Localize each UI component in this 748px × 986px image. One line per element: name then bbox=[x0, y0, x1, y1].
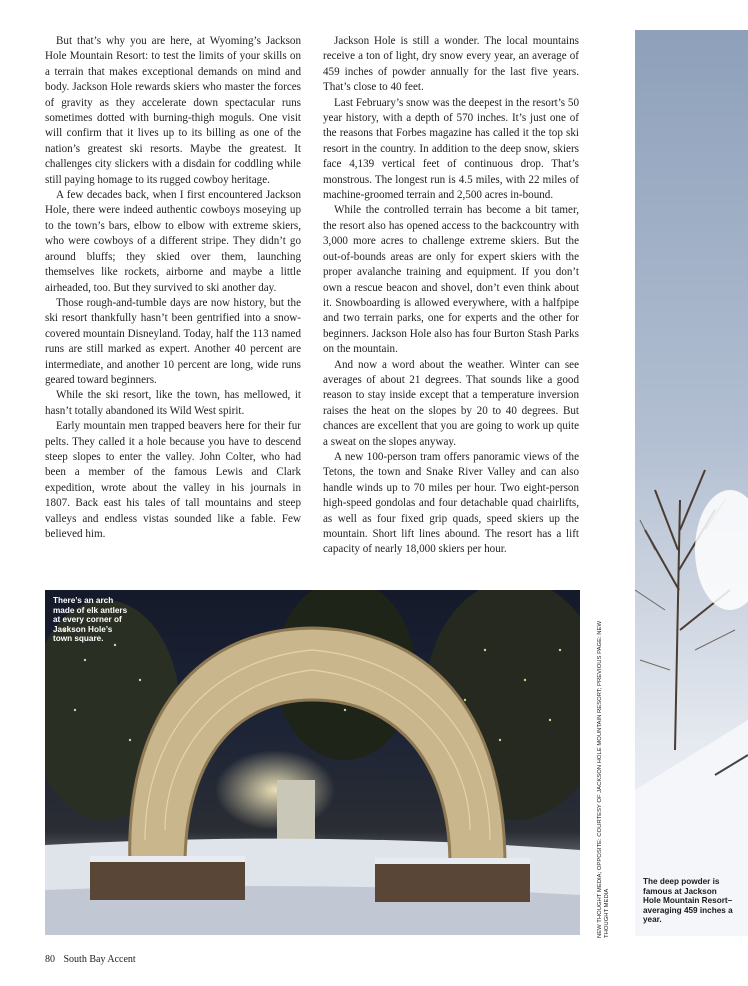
paragraph: Those rough-and-tumble days are now history, but the ski resort thankfully hasn’t been gentrified into a snow-covered mountain Disneyland. Today, half the 113 named runs are still marked as expert. Another 40 percent are intermediate, and another 10 percent are long, wide runs geared toward beginners. bbox=[45, 296, 301, 386]
page-number: 80 bbox=[45, 954, 55, 965]
paragraph: Early mountain men trapped beavers here for their fur pelts. They called it a hole because you have to descend steep slopes to enter the valley. John Colter, who had been a member of the famous Lewis and Clark expedition, wrote about the valley in his journals in 1807. Back east his tales of tall mountains and steep valleys and endless vistas sounded like a fable. Few believed him. bbox=[45, 420, 301, 540]
paragraph: And now a word about the weather. Winter can see averages of about 21 degrees. That sounds like a good reason to stay inside except that a temperature inversion raises the heat on the slopes by 20 to 40 degrees. But chances are excellent that you are going to work up quite a sweat on the slopes anyway. bbox=[323, 358, 579, 448]
arch-photo-caption: There’s an arch made of elk antlers at every corner of Jackson Hole’s town square. bbox=[53, 596, 128, 644]
skier-photo-caption: The deep powder is famous at Jackson Hole Mountain Resort–averaging 459 inches a year. bbox=[643, 877, 733, 925]
paragraph: While the controlled terrain has become a bit tamer, the resort also has opened access to the backcountry with 3,000 more acres to challenge extreme skiers. But the out-of-bounds areas are only for expert skiers with the proper avalanche training and equipment. If you don’t own a rescue beacon and shovel, don’t even think about it. Snowboarding is allowed everywhere, with a halfpipe and two terrain parks, one for experts and the other for beginners. Jackson Hole also has four Burton Stash Parks on the mountain. bbox=[323, 204, 579, 356]
paragraph: While the ski resort, like the town, has mellowed, it hasn’t totally abandoned its Wild West spirit. bbox=[45, 389, 301, 417]
paragraph: A few decades back, when I first encountered Jackson Hole, there were indeed authentic cowboys moseying up to the town’s bars, elbow to elbow with extreme skiers, who were cowboys of a different stripe. They didn’t go around bluffs; they skied over them, launching themselves like rockets, airborne and maybe a little airheaded, too. But they survived to ski another day. bbox=[45, 189, 301, 294]
paragraph: But that’s why you are here, at Wyoming’s Jackson Hole Mountain Resort: to test the limits of your skills on a terrain that makes exceptional demands on mind and body. Jackson Hole rewards skiers who master the forces of gravity as they accelerate down spectacular runs sometimes dotted with burning-thigh moguls. One visit will confirm that it lives up to its billing as one of the nation’s greatest ski resorts. Maybe the greatest. It challenges city slickers with a disdain for coddling while still paying homage to its rugged cowboy heritage. bbox=[45, 35, 301, 186]
page-footer bbox=[45, 954, 142, 965]
article-column-1 bbox=[45, 34, 301, 542]
paragraph: A new 100-person tram offers panoramic views of the Tetons, the town and Snake River Valley and can also handle winds up to 70 miles per hour. Two eight-person high-speed gondolas and four detachable quad chairlifts, as well as four fixed grip quads, speed skiers up the mountain. Short lift lines abound. The resort has a lift capacity of nearly 18,000 skiers per hour. bbox=[323, 450, 579, 556]
article-column-2 bbox=[323, 34, 579, 558]
paragraph: Last February’s snow was the deepest in the resort’s 50 year history, with a depth of 570 inches. It’s just one of the reasons that Forbes magazine has called it the top ski resort in the country. In addition to the deep snow, skiers face 4,139 vertical feet of continuous drop. That’s monstrous. The longest run is 4.5 miles, with 22 miles of machine-groomed terrain and 2,500 acres in-bound. bbox=[323, 96, 579, 202]
photo-credit: NEW THOUGHT MEDIA; OPPOSITE: COURTESY OF JACKSON HOLE MOUNTAIN RESORT; PREVIOUS PAGE: NEW THOUGHT MEDIA bbox=[597, 620, 610, 938]
paragraph: Jackson Hole is still a wonder. The local mountains receive a ton of light, dry snow every year, an average of 459 inches of powder annually for the last five years. That’s close to 40 feet. bbox=[323, 35, 579, 94]
skier-photo bbox=[635, 30, 748, 936]
publication-name: South Bay Accent bbox=[63, 954, 136, 965]
